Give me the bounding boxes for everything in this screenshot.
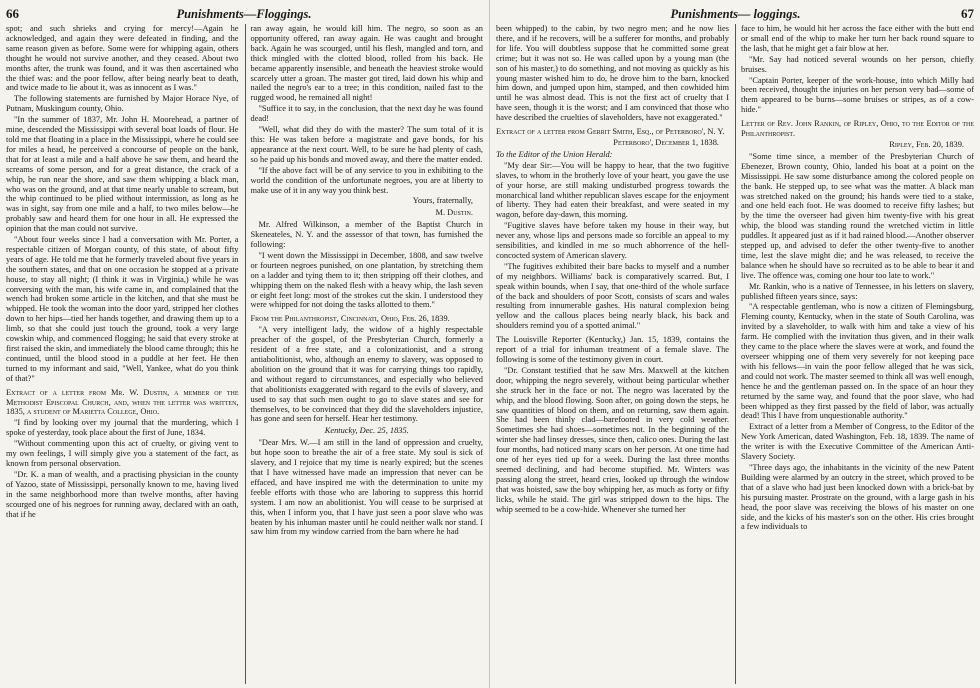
section-heading: Extract of a letter from Mr. W. Dustin, a member of the Methodist Episcopal Church, and, when the letter was written, 1835, a student of Marietta College, Ohio. [6, 387, 239, 417]
paragraph: Mr. Alfred Wilkinson, a member of the Baptist Church in Skeneateles, N. Y. and the assessor of that town, has furnished the following: [250, 220, 483, 250]
paragraph: "I find by looking over my journal that the murdering, which I spoke of yesterday, took place about the first of June, 1834. [6, 418, 239, 438]
paragraph: "The fugitives exhibited their bare backs to myself and a number of my neighbors. Williams' back is comparatively scarred. But, I speak within bounds, when I say, that one-third of the whole surface of the back and shoulders of poor Scott, consists of scars and wales resulting from innumerable gashes. His natural complexion being yellow and the callous places being nearly black, his back and shoulders remind you of a spotted animal." [496, 261, 729, 331]
paragraph: "A respectable gentleman, who is now a citizen of Flemingsburg, Fleming county, Kentucky, when in the state of South Carolina, was invited by a slaveholder, to walk with him and take a view of his farm. He complied with the invitation thus given, and in their walk they came to the place where the slaves were at work, and found the overseer whipping one of them very severely for not keeping pace with his fellows—in vain the poor fellow alleged that he was sick, and could not work. The master seemed to think all was well enough, hence he and the gentleman passed on. In the space of an hour they returned by the same way, and found that the poor slave, who had been whipped as they first passed by the field of labor, was actually dead! This I have from unquestionable authority." [741, 302, 974, 421]
paragraph: "Dr. K. a man of wealth, and a practising physician in the county of Yazoo, state of Mississippi, personally known to me, having lived in the same neighborhood more than twelve months, after having scourged one of his negroes for running away, declared with an oath, that if he [6, 469, 239, 519]
left-column-1 [6, 24, 239, 684]
paragraph: "Some time since, a member of the Presbyterian Church of Ebenezer, Brown county, Ohio, landed his boat at a point on the Mississippi. He saw some disturbance among the colored people on the bank. He stepped up, to see what was the matter. A black man was stretched naked on the ground; his hands were tied to a stake, and one held each foot. He was doomed to receive fifty lashes; but by the time the overseer had given him twenty-five with his great whip, the blood was standing round the wretched victim in little puddles. It appeared just as if it had rained blood.—Another observer stepped up, and advised to defer the other twenty-five to another time, lest the slave might die; and he was released, to receive the balance when he should have so recruited as to be able to bear it and live. The offence was, coming one hour too late to work." [741, 151, 974, 280]
right-page-header [496, 6, 974, 24]
paragraph: "If the above fact will be of any service to you in exhibiting to the world the condition of the unfortunate negroes, you are at liberty to make use of it in any way you think best. [250, 165, 483, 195]
paragraph: "In the summer of 1837, Mr. John H. Moorehead, a partner of mine, descended the Mississippi with several boat loads of flour. He told me that floating in a place in the Mississippi, where he could see for miles a head, he perceived a concourse of people on the bank, that for at least a mile and a half above he saw them, and heard the screams of some person, and for a great distance, the crack of a whip, he run near the shore, and saw them whipping a black man, who was on the ground, and at that time nearly unable to scream, but the whip continued to be plied without intermission, as long as he was in sight, say from one mile and a half, to two miles below—he probably saw and heard them for one hour in all. He expressed the opinion that the man could not survive. [6, 115, 239, 234]
dateline: Kentucky, Dec. 25, 1835. [324, 426, 409, 436]
left-column-2 [245, 24, 484, 684]
section-heading: Extract of a letter from Gerrit Smith, Esq., of Peterboro', N. Y. [496, 127, 725, 137]
right-page-number: 67 [961, 6, 974, 21]
paragraph: "My dear Sir:—You will be happy to hear, that the two fugitive slaves, to whom in the brotherly love of your heart, you gave the use of your horse, are still making undisturbed progress towards the monarchical land whither republican slaves escape for the enjoyment of liberty. They had eaten their breakfast, and were seated in my wagon, before day-dawn, this morning. [496, 160, 729, 220]
section-heading: From the Philanthropist, Cincinnati, Ohio, Feb. 26, 1839. [250, 314, 450, 324]
paragraph: "Dr. Constant testified that he saw Mrs. Maxwell at the kitchen door, whipping the negro severely, without being particular whether she struck her in the face or not. The negro was lacerated by the whip, and the blood flowing. Soon after, on going down the steps, he saw quantities of blood on them, and on returning, saw them again. She had been thinly clad—barefooted in very cold weather. Sometimes she had shoes—sometimes not. In the beginning of the winter she had linsey dresses, since then, calico ones. During the last four months, had noticed many scars on her person. At one time had one of her eyes tied up for a week. During the last three months seemed declining, and had become stupified. Mr. Winters was passing along the street, heard cries, looked up through the window that was hoisted, saw the boy whipping her, as much as forty or fifty licks, while he staid. The girl was stripped down to the hips. The whip seemed to be a cow-hide. Whenever she turned her [496, 365, 729, 514]
paragraph: The following statements are furnished by Major Horace Nye, of Putnam, Muskingum county, Ohio. [6, 94, 239, 114]
paragraph: The Louisville Reporter (Kentucky,) Jan. 15, 1839, contains the report of a trial for inhuman treatment of a female slave. The following is some of the testimony given in court. [496, 335, 729, 364]
right-columns [496, 24, 974, 684]
dateline: Ripley, Feb. 20, 1839. [889, 139, 964, 149]
paragraph: "Without commenting upon this act of cruelty, or giving vent to my own feelings, I will simply give you a statement of the fact, as known from personal observation. [6, 439, 239, 468]
left-running-title: Punishments—Floggings. [176, 7, 312, 21]
paragraph: ran away again, he would kill him. The negro, so soon as an opportunity offered, ran away again. He was caught and brought back. Again he was scourged, until his flesh, mangled and torn, and thick mingled with the clotted blood, rolled from his back. He became apparently insensible, and beneath the heaviest stroke would scarcely utter a groan. The master got tired, laid down his whip and nailed the negro's ear to a tree; in this condition, nailed fast to the rugged wood, he remained all night! [250, 24, 483, 103]
paragraph: "Fugitive slaves have before taken my house in their way, but never any, whose lips and persons made so forcible an appeal to my sensibilities, and kindled in me so much abhorrence of the hell-concocted system of American slavery. [496, 221, 729, 260]
paragraph: face to him, he would hit her across the face either with the butt end or small end of the whip to make her turn her back round square to the lash, that he might get a fair blow at her. [741, 24, 974, 53]
paragraph: "A very intelligent lady, the widow of a highly respectable preacher of the gospel, of the Presbyterian Church, formerly a resident of a free state, and a colonizationist, and a strong antiabolitionist, who, although an enemy to slavery, was opposed to abolition on the ground that it was for carrying things too rapidly, and without regard to circumstances, and especially who believed that abolitionists exaggerated with regard to the evils of slavery, and used to say that such men ought to go to slave states and see for themselves, to be convinced that they did the slaveholders injustice, has gone and seen for herself. Hear her testimony. [250, 325, 483, 424]
letter-closing: Yours, fraternally, [412, 196, 473, 206]
dateline: Peterboro', December 1, 1838. [613, 137, 719, 147]
section-heading: Letter of Rev. John Rankin, of Ripley, Ohio, to the Editor of the Philanthropist. [741, 119, 974, 139]
paragraph: "Suffice it to say, in the conclusion, that the next day he was found dead! [250, 104, 483, 124]
left-page-number: 66 [6, 6, 19, 21]
paragraph: spot; and such shrieks and crying for mercy!—Again he acknowledged, and again they were defeated in finding, and the same reason given as before. Some were for whipping again, others thought he would not survive another, and they ceased. About two months after, the trunk was found, and it was then ascertained who the thief was: and the poor fellow, after being nearly beat to death, and twice made to lie about it, was as innocent as I was." [6, 24, 239, 93]
paragraph: "Dear Mrs. W.—I am still in the land of oppression and cruelty, but hope soon to breathe the air of a free state. My soul is sick of slavery, and I rejoice that my time is nearly expired; but the scenes that I have witnessed have made an impression that never can be effaced, and have inspired me with the determination to unite my feeble efforts with those who are laboring to suppress this horrid system. I am now an abolitionist. You will cease to be surprised at this, when I inform you, that I have just seen a poor slave who was beaten by his inhuman master until he could neither walk nor stand. I saw him from my window carried from the barn where he had [250, 438, 483, 537]
right-page [490, 0, 980, 688]
letter-signature: M. Dustin. [435, 208, 473, 218]
right-running-title: Punishments— loggings. [670, 7, 801, 21]
paragraph: Mr. Rankin, who is a native of Tennessee, in his letters on slavery, published fifteen years since, says: [741, 281, 974, 301]
left-page-header [6, 6, 483, 24]
paragraph: "Mr. Say had noticed several wounds on her person, chiefly bruises. [741, 54, 974, 74]
addressee: To the Editor of the Union Herald: [496, 149, 613, 159]
paragraph: "Three days ago, the inhabitants in the vicinity of the new Patent Building were alarmed by an outcry in the street, which proved to be that of a slave who had just been knocked down with a brick-bat by his pursuing master. Prostrate on the ground, with a large gash in his head, the poor slave was receiving the blows of his master on one side, and the kicks of his master's son on the other. His cries brought a few individuals to [741, 462, 974, 532]
paragraph: been whipped) to the cabin, by two negro men; and he now lies there, and if he recovers, will be a sufferer for months, and probably for life. You will doubtless suppose that he committed some great crime; but it was not so. He was called upon by a young man (the son of his master,) to do something, and not moving as quickly as his young master wished him to do, he drove him to the barn, knocked him down, and jumped upon him, stamped, and then cowhided him until he was almost dead. This is not the first act of cruelty that I have seen, though it is the worst; and I am convinced that those who have described the cruelties of slaveholders, have not exaggerated." [496, 24, 729, 123]
paragraph: "Captain Porter, keeper of the work-house, into which Milly had been received, thought the injuries on her person very bad—some of them appeared to be burns—some bruises or stripes, as of a cow-hide." [741, 75, 974, 115]
left-columns [6, 24, 483, 684]
paragraph: "About four weeks since I had a conversation with Mr. Porter, a respectable citizen of Morgan county, of this state, of about fifty years of age. He told me that he formerly traveled about five years in the southern states, and that on one occasion he stopped at a private house, to stay all night; (I think it was in Virginia,) while he was conversing with the man, his wife came in, and complained that the wench had broken some article in the kitchen, and that she must be whipped. He took the woman into the door yard, stripped her clothes down to her hips—tied her hands together, and drawing them up to a limb, so that she could just touch the ground, took a very large cowskin whip, and commenced flogging; he said that every stroke at first raised the skin, and immediately the blood came through; this he continued, until the blood stood in a puddle at her feet. He then turned to my informant and said, "Well, Yankee, what do you think of that?" [6, 235, 239, 383]
paragraph: "Well, what did they do with the master? The sum total of it is this: He was taken before a magistrate and gave bonds, for his appearance at the next court. Well, to be sure he had plenty of cash, so he paid up his bonds and moved away, and there the matter ended. [250, 125, 483, 164]
right-column-2 [735, 24, 974, 684]
paragraph: "I went down the Mississippi in December, 1808, and saw twelve or fourteen negroes punished, on one plantation, by stretching them on a ladder and tying them to it; then stripping off their clothes, and whipping them on the naked flesh with a heavy whip, the lash seven or eight feet long: most of the strokes cut the skin. I understood they were whipped for not doing the tasks allotted to them." [250, 250, 483, 310]
right-column-1 [496, 24, 729, 684]
paragraph: Extract of a letter from a Member of Congress, to the Editor of the New York American, dated Washington, Feb. 18, 1839. The name of the writer is with the Executive Committee of the American Anti-Slavery Society. [741, 422, 974, 462]
